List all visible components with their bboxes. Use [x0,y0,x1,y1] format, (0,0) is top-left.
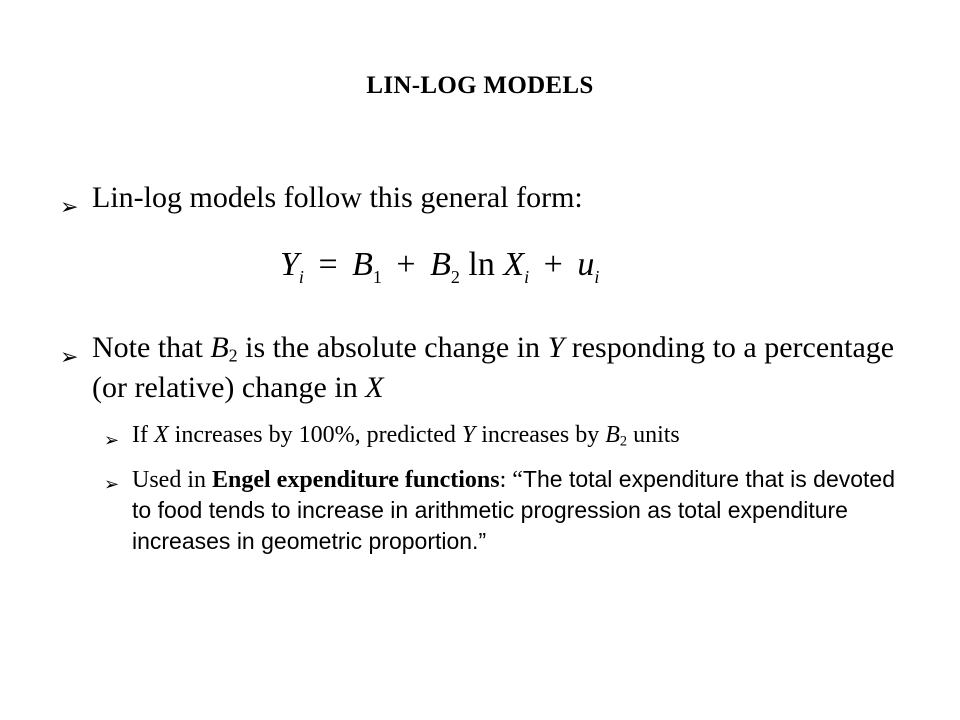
subbullet-engel [104,464,920,557]
bullet-text: Note that $B_2$ is the absolute change in Y responding to a percentage (or relative) change in X [92,331,895,404]
formula-b1: B [352,246,373,283]
formula-x: X [503,246,525,283]
arrow-bullet-icon: ➢ [60,345,79,370]
slide-title: LIN-LOG MODELS [366,72,594,99]
subbullet-doubling-x [104,420,920,450]
bullet-general-form [60,178,920,218]
formula-equals: = [318,246,338,283]
engel-quote: The total expenditure that is devoted to food tends to increase in arithmetic progression as total expenditure increases in geometric proportion.” [132,466,895,554]
formula-u: u [577,246,595,283]
formula-y: Y [280,246,299,283]
engel-term: Engel expenditure functions [212,467,500,493]
arrow-bullet-icon: ➢ [60,195,79,220]
subbullet-text: If X increases by 100%, predicted Y increases by $B_2$ units [132,422,680,450]
formula-b2: B [430,246,451,283]
bullet-interpretation [60,328,920,408]
formula-plus: + [396,246,416,283]
arrow-bullet-icon: ➢ [104,474,120,495]
lin-log-formula: $Y_i = B_1 + B_2$ $\ln X_i + u_i$ [280,246,600,287]
subbullet-text: Used in Engel expenditure functions: “The total expenditure that is devoted to food tends to increase in arithmetic progression as total expenditure increases in geometric proportion.” [132,466,895,554]
formula-ln: ln [468,246,495,283]
bullet-text: Lin-log models follow this general form: [92,181,583,214]
arrow-bullet-icon: ➢ [104,430,120,451]
formula-plus: + [543,246,563,283]
